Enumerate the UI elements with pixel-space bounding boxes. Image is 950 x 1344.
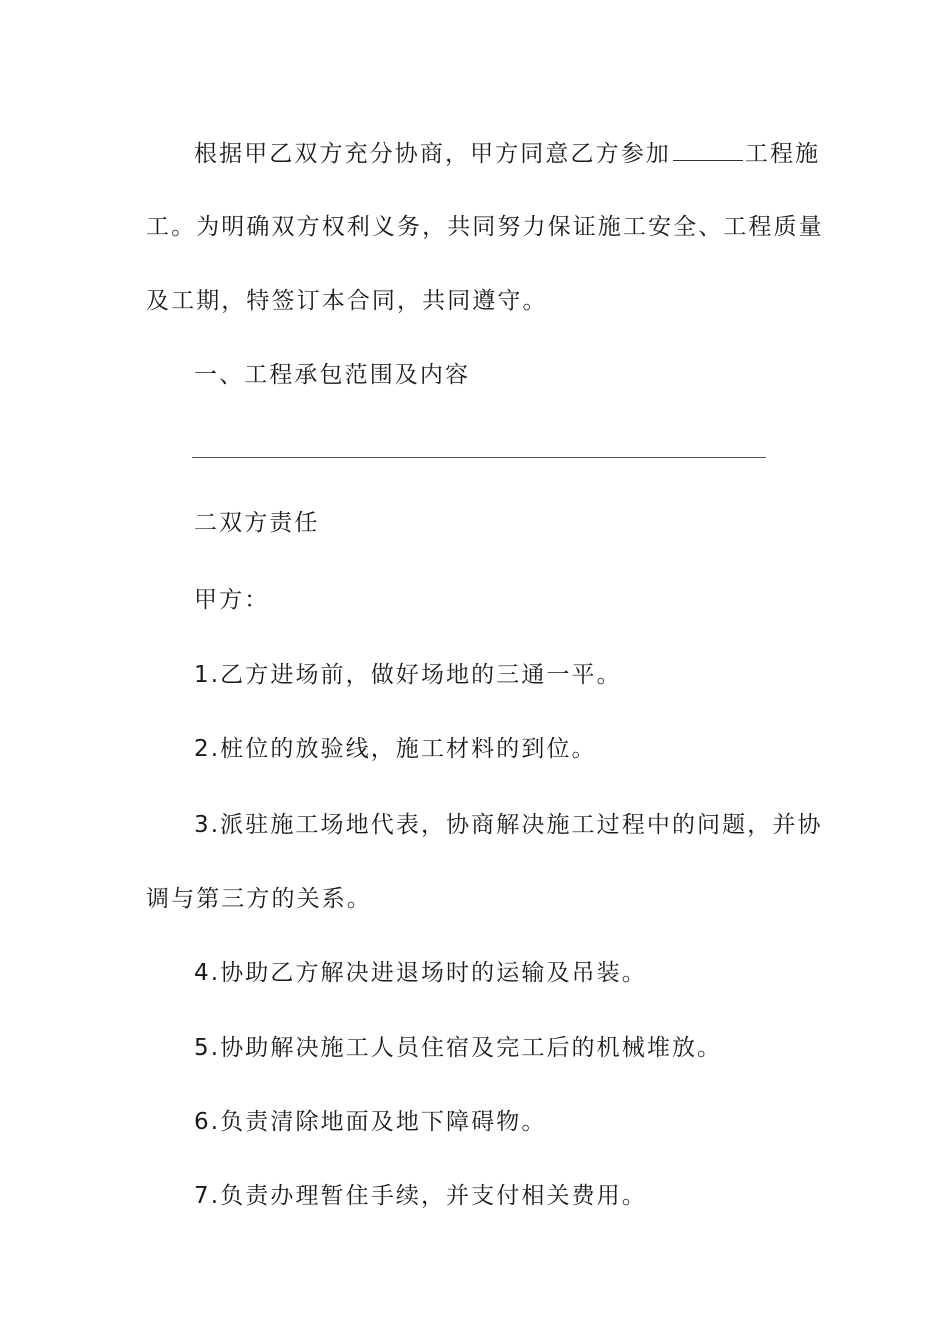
intro-line-3: 及工期，特签订本合同，共同遵守。 <box>146 288 548 314</box>
project-name-blank <box>673 140 743 161</box>
intro-line-1 <box>194 138 854 170</box>
list-item-5: 5.协助解决施工人员住宿及完工后的机械堆放。 <box>194 1035 723 1061</box>
section-1-heading: 一、工程承包范围及内容 <box>194 362 471 388</box>
intro-text-before-blank: 根据甲乙双方充分协商，甲方同意乙方参加 <box>194 141 671 167</box>
intro-line-2: 工。为明确双方权利义务，共同努力保证施工安全、工程质量 <box>146 214 824 240</box>
list-item-3-continued: 调与第三方的关系。 <box>146 886 372 912</box>
list-item-4: 4.协助乙方解决进退场时的运输及吊装。 <box>194 960 647 986</box>
list-item-1: 1.乙方进场前，做好场地的三通一平。 <box>194 662 622 688</box>
scope-fill-in-line <box>192 457 766 458</box>
list-item-3: 3.派驻施工场地代表，协商解决施工过程中的问题，并协 <box>194 812 823 838</box>
intro-text-after-blank: 工程施 <box>744 141 821 167</box>
list-item-2: 2.桩位的放验线，施工材料的到位。 <box>194 736 597 762</box>
list-item-6: 6.负责清除地面及地下障碍物。 <box>194 1109 547 1135</box>
party-a-label: 甲方： <box>194 587 270 613</box>
list-item-7: 7.负责办理暂住手续，并支付相关费用。 <box>194 1183 647 1209</box>
section-2-heading: 二双方责任 <box>194 510 320 536</box>
